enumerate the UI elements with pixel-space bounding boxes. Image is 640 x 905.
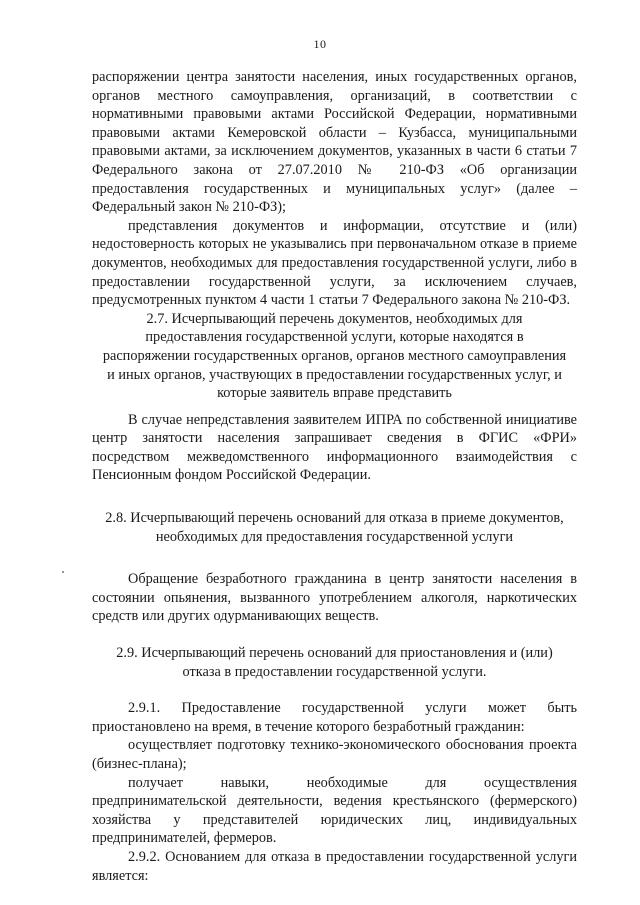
spacer: [92, 546, 577, 570]
spacer: [92, 626, 577, 644]
scan-speck: [62, 571, 64, 573]
paragraph-documents-info: представления документов и информации, отсутствие и (или) недостоверность которых не указывались при первоначальном отказе в приеме документов, необходимых для предоставления государственной услуги, либо в предоставлении государственной услуги, за исключением случаев, предусмотренных пунктом 4 части 1 статьи 7 Федерального закона № 210-ФЗ.: [92, 217, 577, 309]
spacer: [92, 485, 577, 509]
document-body: [92, 68, 577, 885]
paragraph-skills: получает навыки, необходимые для осуществления предпринимательской деятельности, ведения крестьянского (фермерского) хозяйства у представителей юридических лиц, индивидуальных предпринимателей, фермеров.: [92, 774, 577, 847]
paragraph-continuation: распоряжении центра занятости населения, иных государственных органов, органов местного самоуправления, организаций, в соответствии с нормативными правовыми актами Российской Федерации, нормативными правовыми актами Кемеровской области – Кузбасса, муниципальными правовыми актами, за исключением документов, указанных в части 6 статьи 7 Федерального закона от 27.07.2010 № 210-ФЗ «Об организации предоставления государственных и муниципальных услуг» (далее – Федеральный закон № 210-ФЗ);: [92, 69, 577, 216]
heading-2-7: 2.7. Исчерпывающий перечень документов, необходимых для предоставления государственной услуги, которые находятся в распоряжении государственных органов, органов местного самоуправления и иных органов, участвующих в предоставлении государственных услуг, и которые заявитель вправе представить: [102, 310, 567, 402]
paragraph-ipra: В случае непредставления заявителем ИПРА по собственной инициативе центр занятости населения запрашивает сведения в ФГИС «ФРИ» посредством межведомственного информационного взаимодействия с Пенсионным фондом Российской Федерации.: [92, 411, 577, 484]
spacer: [92, 681, 577, 699]
paragraph-refusal-reason: Обращение безработного гражданина в центр занятости населения в состоянии опьянения, вызванного употреблением алкоголя, наркотических средств или других одурманивающих веществ.: [92, 571, 577, 625]
paragraph-2-9-2: 2.9.2. Основанием для отказа в предоставлении государственной услуги является:: [92, 848, 577, 884]
page-number: 10: [313, 37, 327, 51]
paragraph-2-9-1: 2.9.1. Предоставление государственной услуги может быть приостановлено на время, в течение которого безработный гражданин:: [92, 700, 577, 735]
heading-2-9: 2.9. Исчерпывающий перечень оснований для приостановления и (или) отказа в предоставлении государственной услуги.: [116, 645, 553, 680]
heading-2-8: 2.8. Исчерпывающий перечень оснований для отказа в приеме документов, необходимых для предоставления государственной услуги: [105, 510, 564, 545]
spacer: [92, 403, 577, 411]
paragraph-business-plan: осуществляет подготовку технико-экономического обоснования проекта (бизнес-плана);: [92, 737, 577, 772]
